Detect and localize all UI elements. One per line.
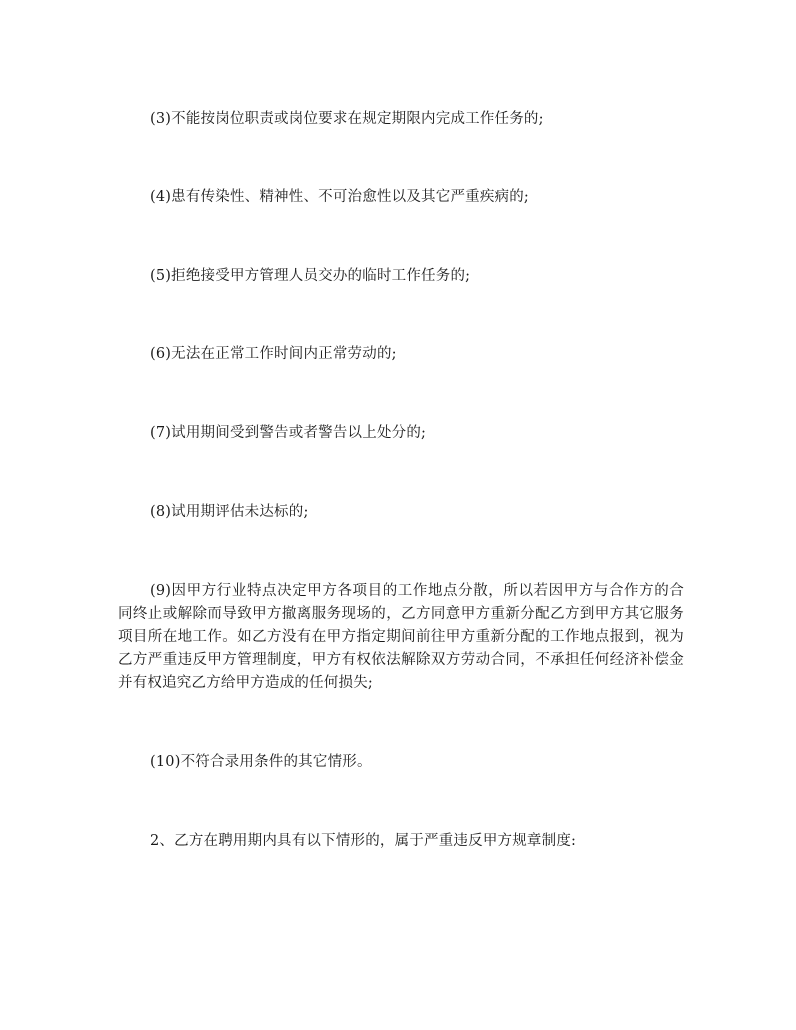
paragraph-section-2: 2、乙方在聘用期内具有以下情形的，属于严重违反甲方规章制度: bbox=[150, 833, 577, 849]
paragraph-item-8: (8)试用期评估未达标的; bbox=[150, 504, 309, 520]
paragraph-item-10: (10)不符合录用条件的其它情形。 bbox=[150, 754, 372, 770]
paragraph-item-7: (7)试用期间受到警告或者警告以上处分的; bbox=[150, 425, 427, 441]
paragraph-item-5: (5)拒绝接受甲方管理人员交办的临时工作任务的; bbox=[150, 268, 471, 284]
paragraph-item-6: (6)无法在正常工作时间内正常劳动的; bbox=[150, 346, 397, 362]
paragraph-item-9: (9)因甲方行业特点决定甲方各项目的工作地点分散，所以若因甲方与合作方的合同终止或解除而导致甲方撤离服务现场的，乙方同意甲方重新分配乙方到甲方其它服务项目所在地工作。如乙方没有在甲方指定期间前往甲方重新分配的工作地点报到，视为乙方严重违反甲方管理制度，甲方有权依法解除双方劳动合同，不承担任何经济补偿金并有权追究乙方给甲方造成的任何损失; bbox=[118, 583, 684, 691]
paragraph-item-3: (3)不能按岗位职责或岗位要求在规定期限内完成工作任务的; bbox=[150, 111, 544, 127]
paragraph-item-4: (4)患有传染性、精神性、不可治愈性以及其它严重疾病的; bbox=[150, 189, 530, 205]
